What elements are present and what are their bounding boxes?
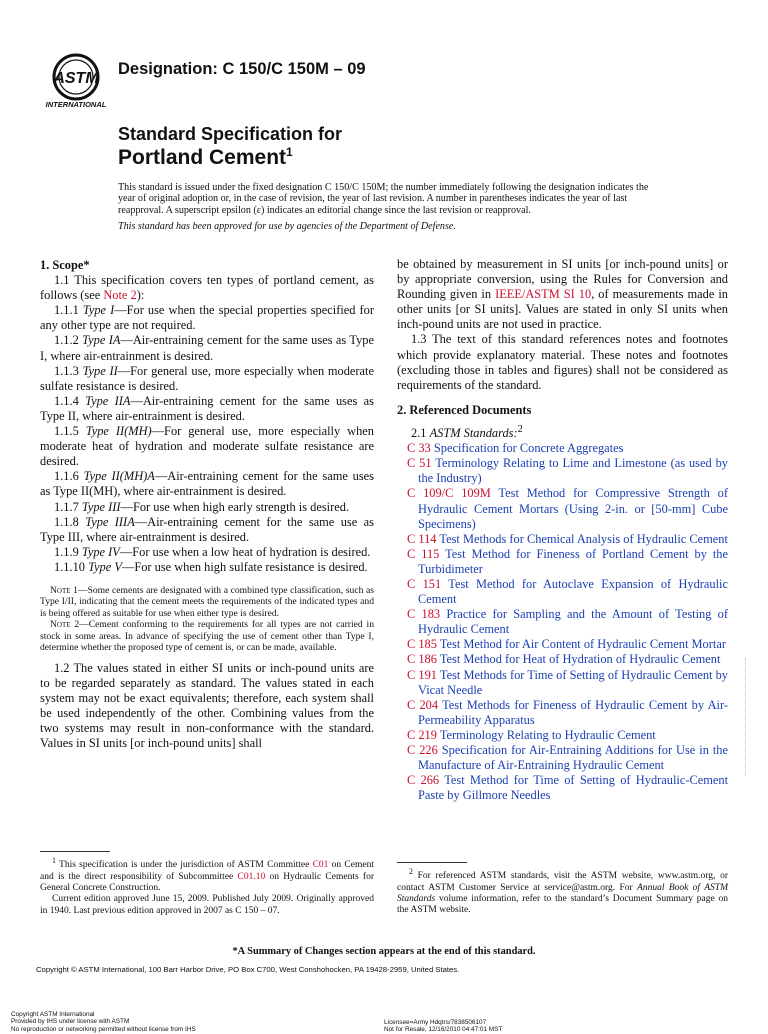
reference-title[interactable]: Test Methods for Time of Setting of Hydraulic Cement by Vicat Needle: [418, 667, 728, 697]
footnote-2-ref[interactable]: 2: [517, 423, 523, 435]
note-2-link[interactable]: Note 2: [103, 288, 137, 303]
reference-item[interactable]: [397, 773, 728, 803]
reference-code[interactable]: C 266: [407, 773, 440, 788]
committee-c01-link[interactable]: C01: [312, 860, 329, 871]
reference-item[interactable]: [397, 441, 728, 456]
cement-type-item: 1.1.1 Type I—For use when the special properties specified for any other type are not required.: [40, 303, 374, 333]
title-line-1: Standard Specification for: [118, 124, 343, 144]
astm-logo: [40, 52, 112, 110]
reference-title[interactable]: Specification for Concrete Aggregates: [433, 441, 624, 456]
reference-code[interactable]: C 33: [407, 441, 431, 456]
reference-item[interactable]: [397, 698, 728, 728]
reference-item[interactable]: [397, 607, 728, 637]
reference-item[interactable]: [397, 652, 728, 667]
intro-block: [118, 182, 658, 233]
cement-type-item: 1.1.9 Type IV—For use when a low heat of hydration is desired.: [54, 544, 371, 559]
cement-type-item: 1.1.2 Type IA—Air-entraining cement for the same uses as Type I, where air-entrainment is desired.: [40, 333, 374, 363]
reference-code[interactable]: C 186: [407, 652, 437, 667]
cement-types-list: [40, 303, 374, 575]
reference-item[interactable]: [397, 577, 728, 607]
cement-type-item: 1.1.5 Type II(MH)—For general use, more especially when moderate heat of hydration and moderate sulfate resistance are desired.: [40, 424, 374, 469]
footnote-rule-right: [397, 862, 467, 863]
reference-code[interactable]: C 51: [407, 456, 432, 471]
reference-title[interactable]: Test Method for Air Content of Hydraulic Cement Mortar: [439, 637, 726, 652]
cement-type-item: 1.1.8 Type IIIA—Air-entraining cement for the same use as Type III, where air-entrainment is desired.: [40, 514, 374, 544]
reference-title[interactable]: Practice for Sampling and the Amount of Testing of Hydraulic Cement: [418, 607, 728, 637]
svg-text:INTERNATIONAL: INTERNATIONAL: [45, 100, 107, 109]
right-column: [397, 257, 728, 803]
title-line-2: [118, 145, 293, 170]
section-1-heading: 1. Scope*: [40, 258, 90, 272]
svg-text:ASTM: ASTM: [53, 70, 99, 87]
reference-item[interactable]: [397, 532, 728, 547]
reference-title[interactable]: Test Method for Fineness of Portland Cement by the Turbidimeter: [418, 546, 728, 576]
reference-code[interactable]: C 151: [407, 577, 442, 591]
reference-item[interactable]: [397, 743, 728, 773]
footnote-1-edition: Current edition approved June 15, 2009. Published July 2009. Originally approved in 1940. Last previous edition approved in 2007 as C 150 – 07.: [40, 894, 374, 916]
footnote-rule-left: [40, 851, 110, 852]
cement-type-item: 1.1.7 Type III—For use when high early strength is desired.: [54, 499, 350, 514]
reference-code[interactable]: C 109/C 109M: [407, 486, 491, 501]
reference-item[interactable]: [397, 728, 728, 743]
cement-type-item: 1.1.10 Type V—For use when high sulfate resistance is desired.: [54, 559, 368, 574]
summary-of-changes-note: *A Summary of Changes section appears at the end of this standard.: [232, 946, 536, 957]
para-1-1: 1.1 This specification covers ten types of portland cement, as follows (see Note 2):: [40, 273, 374, 303]
margin-mark: [745, 658, 749, 776]
reference-item[interactable]: [397, 668, 728, 698]
reference-code[interactable]: C 183: [407, 607, 441, 622]
reference-title[interactable]: Specification for Air-Entraining Additions for Use in the Manufacture of Air-Entraining Hydraulic Cement: [418, 743, 728, 773]
footer-right: Licensee=Army Hdqtrs/7838506107 Not for Resale, 12/16/2010 04:47:01 MST: [384, 1019, 503, 1034]
footnote-1: $^1$ This specification is under the jurisdiction of ASTM Committee C01 on Cement and is the direct responsibility of Subcommittee C01.10 on Hydraulic Cements for General Concrete Construction. Current edition approved June 15, 2009. Published July 2009. Originally approved in 1940. Last previous edition approved in 2007 as C 150 – 07.: [40, 856, 374, 916]
reference-title[interactable]: Test Method for Autoclave Expansion of Hydraulic Cement: [418, 577, 728, 607]
reference-title[interactable]: Test Methods for Chemical Analysis of Hydraulic Cement: [439, 531, 728, 546]
para-2-1: 2.1 ASTM Standards:$^2$: [411, 423, 523, 441]
left-column: [40, 258, 374, 752]
reference-code[interactable]: C 185: [407, 637, 437, 652]
reference-title[interactable]: Test Methods for Fineness of Hydraulic Cement by Air-Permeability Apparatus: [418, 697, 729, 727]
cement-type-item: 1.1.4 Type IIA—Air-entraining cement for the same uses as Type II, where air-entrainment is desired.: [40, 393, 374, 423]
para-1-3: 1.3 The text of this standard references notes and footnotes which provide explanatory material. These notes and footnotes (excluding those in tables and figures) shall not be considered as requirements of the standard.: [397, 332, 728, 392]
para-1-2: 1.2 The values stated in either SI units or inch-pound units are to be regarded separately as standard. The values stated in each system may not be exact equivalents; therefore, each system shall be used independently of the other. Combining values from the two systems may result in non-conformance with the standard. Values in SI units [or inch-pound units] shall: [40, 660, 374, 751]
reference-title[interactable]: Test Method for Time of Setting of Hydraulic-Cement Paste by Gillmore Needles: [418, 773, 729, 803]
reference-code[interactable]: C 114: [407, 531, 437, 546]
reference-item[interactable]: [397, 547, 728, 577]
cement-type-item: 1.1.3 Type II—For general use, more especially when moderate sulfate resistance is desired.: [40, 363, 375, 393]
reference-code[interactable]: C 191: [407, 667, 437, 682]
footnote-2: $^2$ For referenced ASTM standards, visit the ASTM website, www.astm.org, or contact ASTM Customer Service at service@astm.org. For Annual Book of ASTM Standards volume information, refer to the standard’s Document Summary page on the ASTM website.: [397, 867, 728, 916]
referenced-standards-list: [397, 441, 728, 803]
reference-code[interactable]: C 115: [407, 546, 440, 561]
subcommittee-c01-10-link[interactable]: C01.10: [237, 871, 266, 882]
reference-title[interactable]: Test Method for Heat of Hydration of Hydraulic Cement: [439, 652, 721, 667]
copyright-line: Copyright © ASTM International, 100 Barr Harbor Drive, PO Box C700, West Conshohocken, PA 19428-2959, United States.: [36, 965, 460, 974]
cement-type-item: 1.1.6 Type II(MH)A—Air-entraining cement for the same uses as Type II(MH), where air-entrainment is desired.: [40, 469, 374, 499]
reference-item[interactable]: [397, 637, 728, 652]
note-2: Note 2—Cement conforming to the requirements for all types are not carried in stock in some areas. In advance of specifying the use of cement other than Type I, determine whether the proposed type of cement is, or can be made, available.: [40, 619, 374, 654]
footer-left: Copyright ASTM International Provided by IHS under license with ASTM No reproduction or networking permitted without license from IHS: [11, 1011, 196, 1033]
dod-statement: This standard has been approved for use by agencies of the Department of Defense.: [118, 221, 456, 233]
reference-title[interactable]: Terminology Relating to Hydraulic Cement: [439, 727, 656, 742]
designation: Designation: C 150/C 150M – 09: [118, 60, 366, 78]
reference-title[interactable]: Test Method for Compressive Strength of Hydraulic Cement Mortars (Using 2-in. or [50-mm] Cube Specimens): [418, 486, 729, 531]
reference-title[interactable]: Terminology Relating to Lime and Limestone (as used by the Industry): [418, 456, 728, 486]
para-1-2-cont: be obtained by measurement in SI units [or inch-pound units] or by appropriate conversion, using the Rules for Conversion and Rounding given in IEEE/ASTM SI 10, of measurements made in other units [or SI units]. Values are stated in only SI units when inch-pound units are not used in practice.: [397, 257, 728, 332]
reference-code[interactable]: C 226: [407, 743, 438, 758]
intro-text: This standard is issued under the fixed designation C 150/C 150M; the number immediately following the designation indicates the year of original adoption or, in the case of revision, the year of last revision. A number in parentheses indicates the year of last reapproval. A superscript epsilon (ε) indicates an editorial change since the last revision or reapproval.: [118, 182, 649, 216]
section-2-heading: 2. Referenced Documents: [397, 402, 532, 417]
reference-item[interactable]: [397, 456, 728, 486]
title-footnote-ref[interactable]: 1: [286, 145, 293, 159]
reference-item[interactable]: [397, 486, 728, 531]
astm-logo-mark: [40, 52, 112, 110]
reference-code[interactable]: C 204: [407, 697, 439, 712]
reference-code[interactable]: C 219: [407, 727, 437, 742]
title-text: Portland Cement: [118, 146, 287, 169]
ieee-si10-link[interactable]: IEEE/ASTM SI 10: [495, 287, 592, 302]
note-1: Note 1—Some cements are designated with a combined type classification, such as Type I/II, indicating that the cement meets the requirements of the indicated types and is being offered as suitable for use when either type is desired.: [40, 584, 374, 619]
